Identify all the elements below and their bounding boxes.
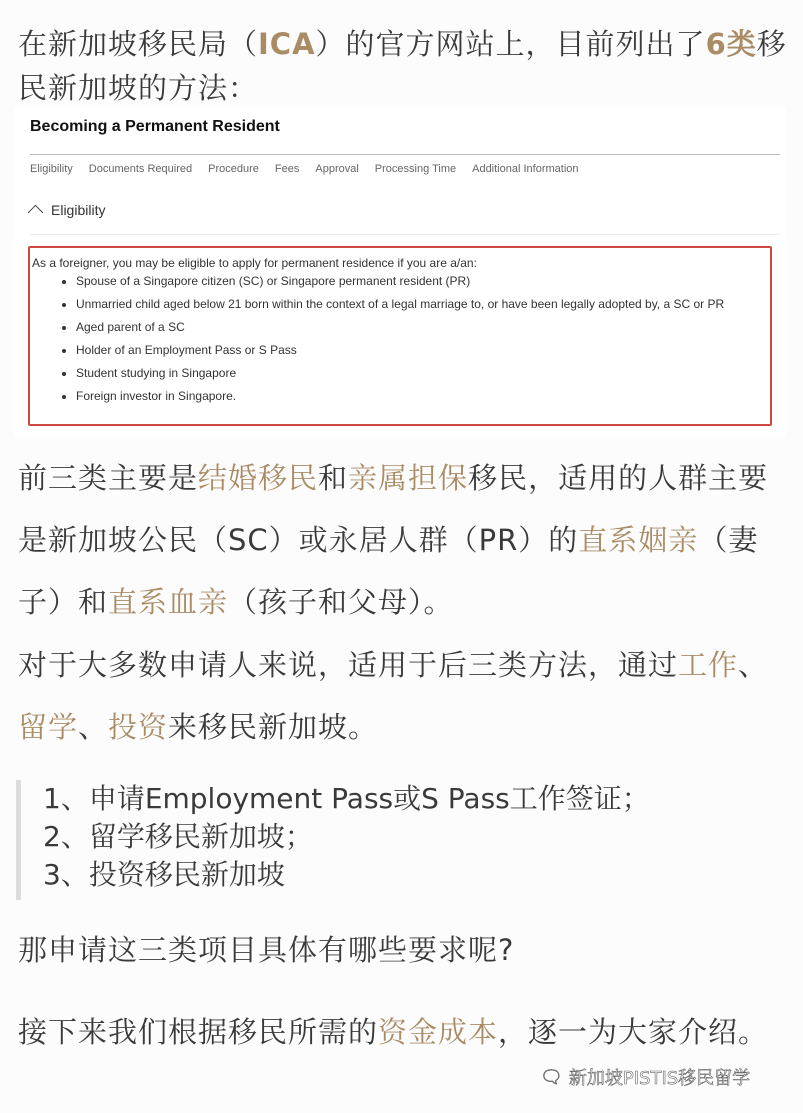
list-item: • Student studying in Singapore [76,362,724,385]
quote-line: 1、申请Employment Pass或S Pass工作签证； [43,782,650,815]
divider [30,234,780,235]
text: （妻子）和 [18,523,759,619]
quote-line: 3、投资移民新加坡 [43,858,285,891]
tab-processing-time[interactable]: Processing Time [374,163,457,175]
tab-fees[interactable]: Fees [274,163,300,175]
list-item: • Unmarried child aged below 21 born within the context of a legal marriage to, or have been legally adopted by, a SC or PR [76,293,724,316]
tab-procedure[interactable]: Procedure [208,163,259,175]
text: 对于大多数申请人来说，适用于后三类方法，通过 [18,648,679,682]
accent-six-types: 6类 [705,27,757,61]
eligibility-list [60,270,724,408]
text: 前三类主要是 [18,461,199,495]
tab-bar [30,163,579,175]
divider [30,154,780,155]
text: 移民，适用的人群主要是新加坡公民（SC）或永居人群（PR）的 [18,461,769,557]
question-paragraph: 那申请这三类项目具体有哪些要求呢? [18,933,515,967]
intro-paragraph [18,22,788,110]
tab-approval[interactable]: Approval [315,163,359,175]
paragraph-first-three-types [18,447,788,633]
accent-blood-relatives: 直系血亲 [108,585,229,619]
text: ，逐一为大家介绍。 [498,1015,769,1049]
list-item: • Foreign investor in Singapore. [76,385,724,408]
eligibility-accordion-header[interactable] [30,201,105,218]
accent-study: 留学 [18,710,79,744]
list-item: • Aged parent of a SC [76,316,724,339]
text: 、 [78,710,109,744]
watermark-text: 新加坡PISTIS移民留学 [568,1068,751,1089]
watermark [540,1064,750,1090]
page-title: Becoming a Permanent Resident [30,118,280,135]
tab-documents-required[interactable]: Documents Required [88,163,193,175]
text: （孩子和父母）。 [228,585,454,619]
accent-work: 工作 [678,648,739,682]
intro-text: 移民新加坡的方法： [18,27,787,105]
list-item: • Holder of an Employment Pass or S Pass [76,339,724,362]
text: 和 [318,461,349,495]
ica-website-screenshot [14,108,786,436]
eligibility-highlight-box [28,246,772,426]
accent-marriage: 结婚移民 [198,461,319,495]
accent-in-laws: 直系姻亲 [578,523,699,557]
paragraph-last-three-types [18,634,788,758]
text: 来移民新加坡。 [168,710,379,744]
accent-capital-cost: 资金成本 [378,1015,499,1049]
text: 、 [738,648,769,682]
accent-ica: ICA [258,27,316,61]
accent-invest: 投资 [108,710,169,744]
tab-eligibility[interactable]: Eligibility [30,163,73,175]
text: 接下来我们根据移民所需的 [18,1015,379,1049]
accordion-label: Eligibility [51,201,106,218]
chevron-up-icon [28,205,44,221]
quote-line: 2、留学移民新加坡； [43,820,313,853]
closing-paragraph [18,1010,788,1054]
intro-text: ）的官方网站上，目前列出了 [315,27,706,61]
accent-family-sponsor: 亲属担保 [348,461,469,495]
eligibility-lead: As a foreigner, you may be eligible to apply for permanent residence if you are a/an: [32,256,477,270]
list-item: • Spouse of a Singapore citizen (SC) or Singapore permanent resident (PR) [76,270,724,293]
tab-additional-information[interactable]: Additional Information [472,163,579,175]
intro-text: 在新加坡移民局（ [18,27,259,61]
blockquote-methods [16,780,776,900]
wechat-icon: 🗨 [540,1066,563,1088]
